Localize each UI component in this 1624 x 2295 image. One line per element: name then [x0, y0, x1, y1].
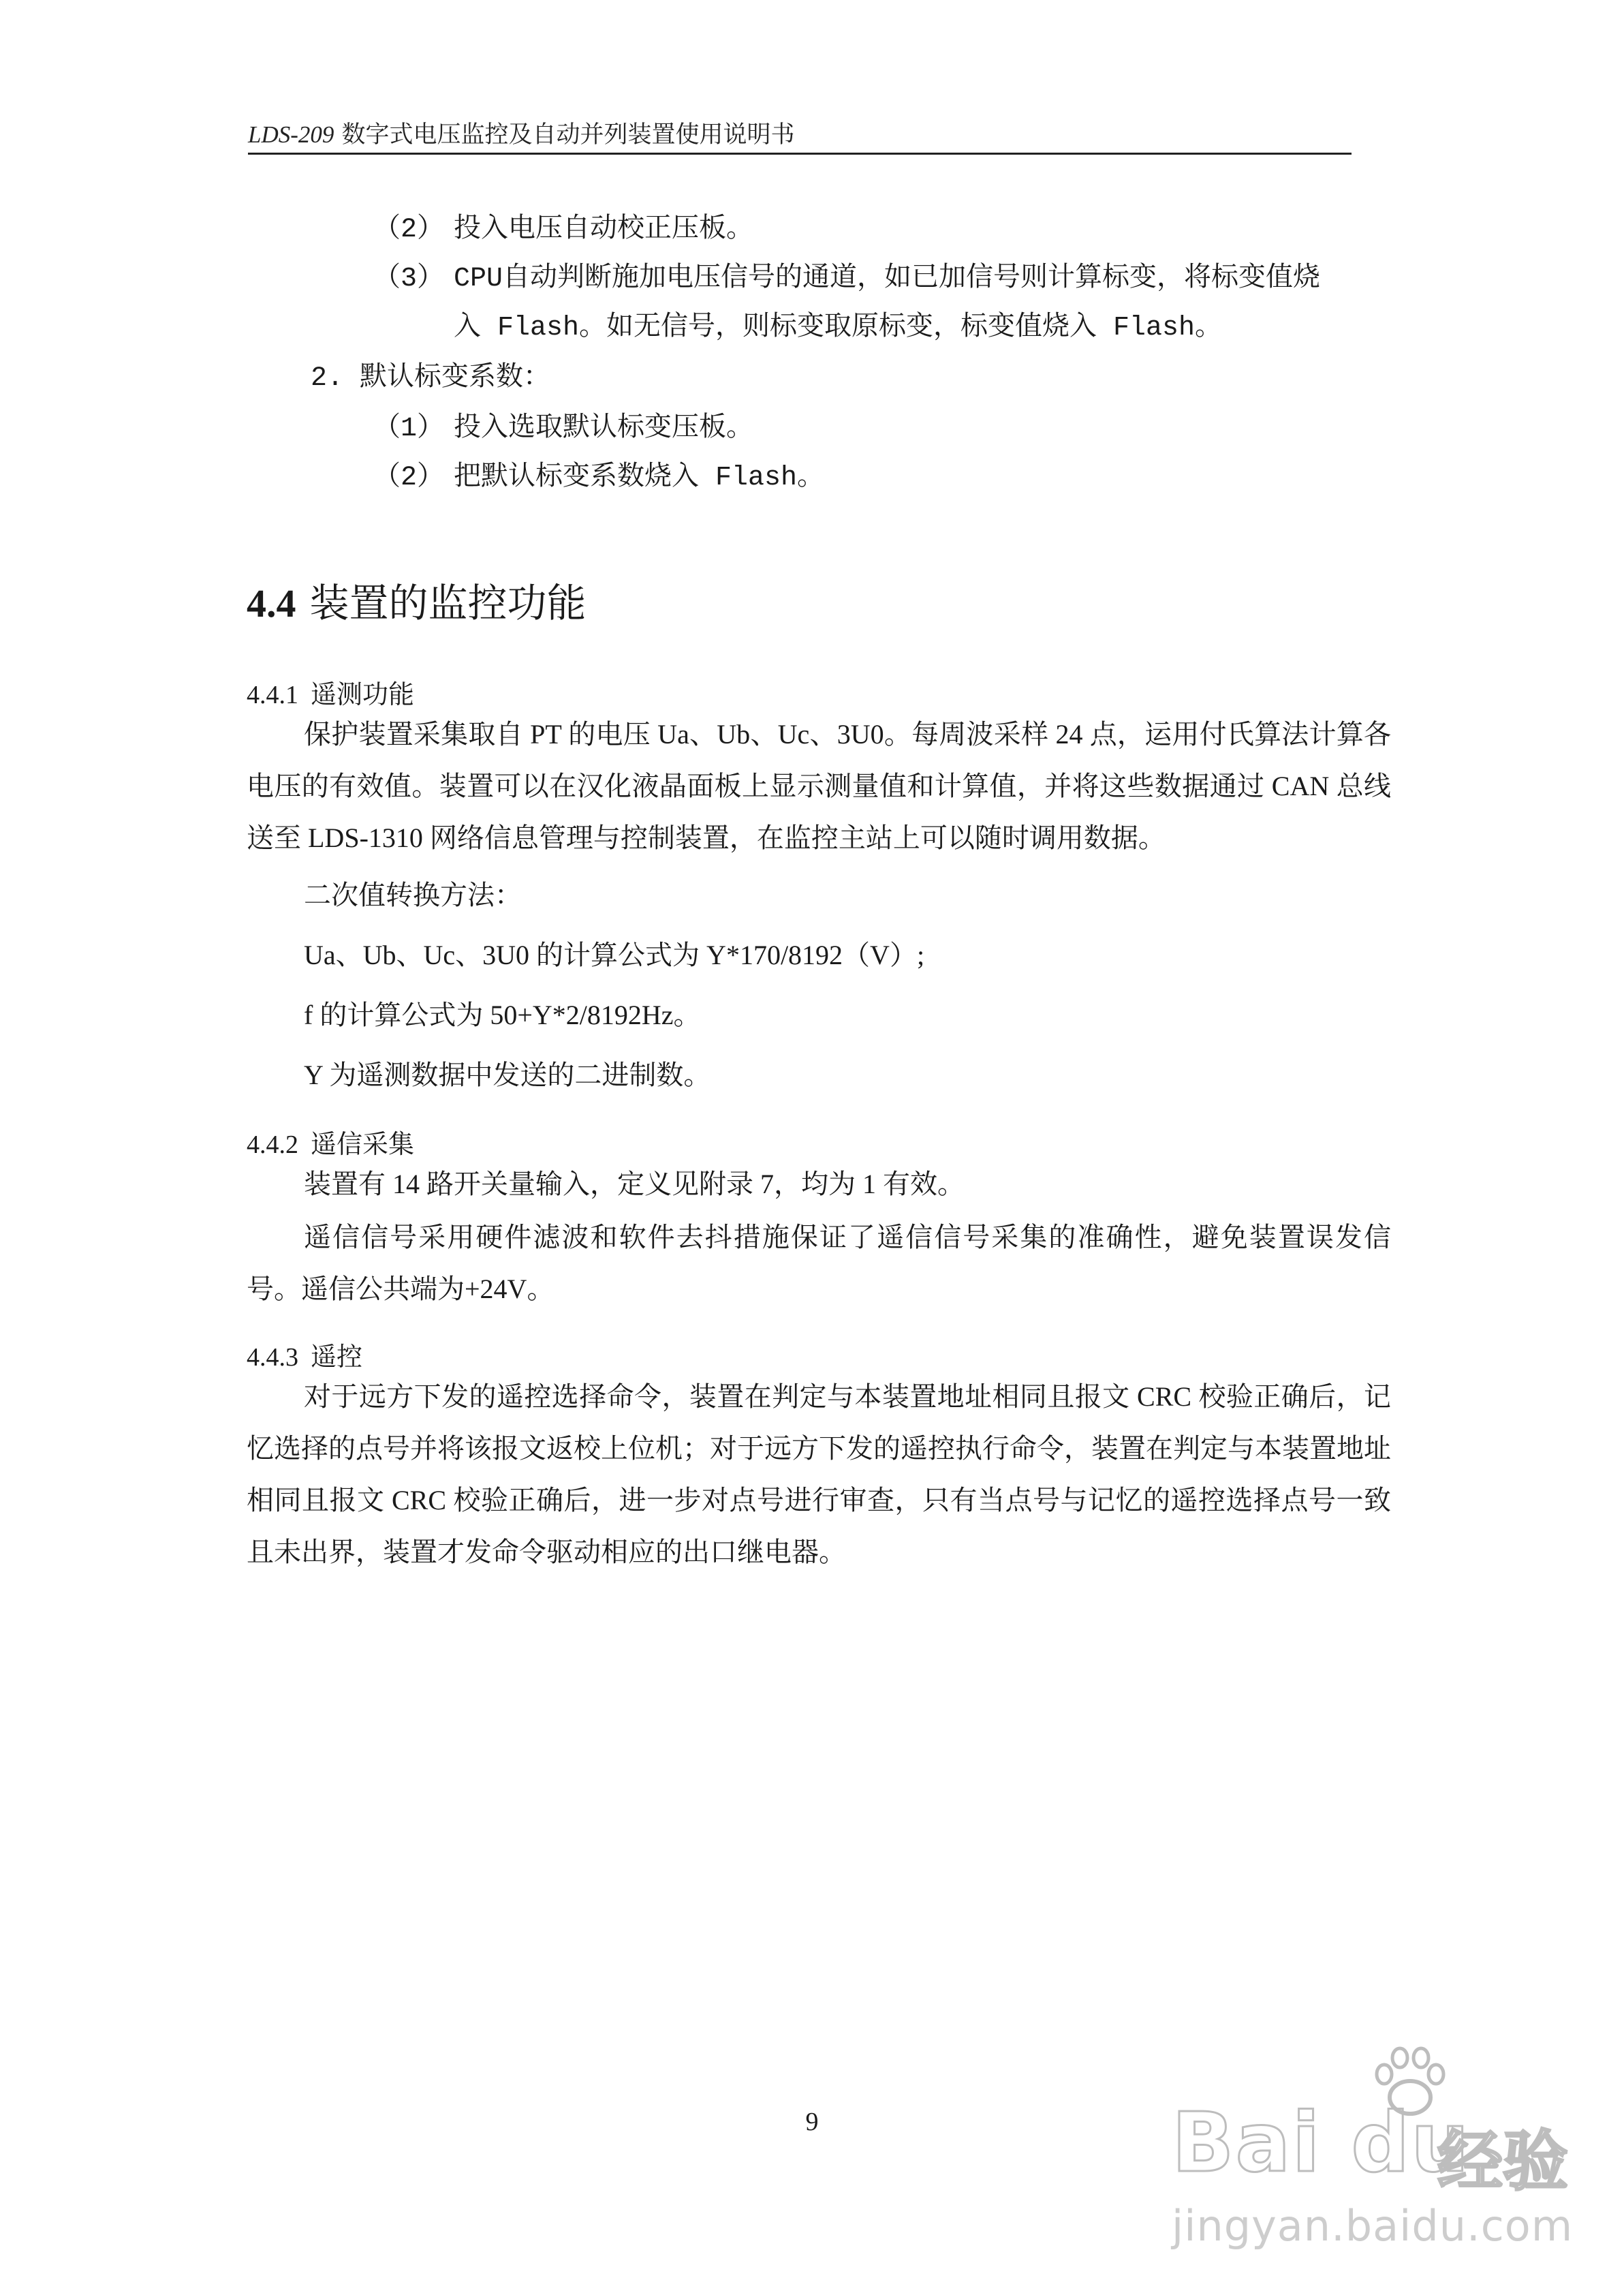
- formula-line: Y 为遥测数据中发送的二进制数。: [304, 1060, 711, 1090]
- list-item: [373, 416, 753, 443]
- header-doc-code: LDS-209: [248, 121, 334, 148]
- watermark-brand: Bai du: [1172, 2096, 1471, 2191]
- list-item: [373, 266, 1320, 293]
- formula-line: f 的计算公式为 50+Y*2/8192Hz。: [304, 1000, 701, 1030]
- list-item-text: CPU自动判断施加电压信号的通道，如已加信号则计算标变，将标变值烧: [454, 264, 1321, 294]
- list-item-number: （1）: [373, 414, 445, 444]
- list-item: [373, 465, 824, 492]
- subsection-heading: [247, 1123, 414, 1160]
- section-title: [247, 571, 587, 628]
- list-item-number: （2）: [373, 215, 445, 245]
- list-item-number: （2）: [373, 463, 445, 493]
- formula-line: Ua、Ub、Uc、3U0 的计算公式为 Y*170/8192（V）;: [304, 940, 925, 970]
- watermark: [1151, 2044, 1587, 2255]
- subsection-title: 遥测功能: [311, 681, 415, 709]
- paragraph: 遥信信号采用硬件滤波和软件去抖措施保证了遥信信号采集的准确性，避免装置误发信号。遥信公共端为+24V。: [247, 1222, 1391, 1304]
- list-item-number: （3）: [373, 264, 445, 294]
- default-heading: 2. 默认标变系数：: [311, 363, 551, 394]
- subsection-title: 遥控: [311, 1343, 363, 1372]
- list-item: [373, 217, 753, 244]
- subsection-heading: [247, 1336, 362, 1373]
- page-header: [248, 116, 1352, 150]
- section-number: 4.4: [247, 581, 296, 626]
- section-title-text: 装置的监控功能: [309, 580, 587, 626]
- list-item-text: 把默认标变系数烧入 Flash。: [454, 463, 825, 493]
- list-item-text: 投入电压自动校正压板。: [454, 215, 753, 245]
- subsection-number: 4.4.3: [247, 1343, 298, 1372]
- subsection-number: 4.4.2: [247, 1130, 298, 1159]
- paragraph: 对于远方下发的遥控选择命令，装置在判定与本装置地址相同且报文 CRC 校验正确后，记忆选择的点号并将该报文返校上位机；对于远方下发的遥控执行命令，装置在判定与本装置地址相同且报文 CRC 校验正确后，进一步对点号进行审查，只有当点号与记忆的遥控选择点号一致且未出界，装置才发命令驱动相应的出口继电器。: [247, 1381, 1391, 1567]
- subsection-title: 遥信采集: [311, 1130, 415, 1159]
- header-title: 数字式电压监控及自动并列装置使用说明书: [341, 121, 795, 149]
- list-item-continuation: 入 Flash。如无信号，则标变取原标变，标变值烧入 Flash。: [454, 313, 1223, 343]
- watermark-url: jingyan.baidu.com: [1172, 2201, 1574, 2251]
- header-rule: [248, 153, 1352, 155]
- conversion-title: 二次值转换方法：: [304, 880, 522, 910]
- subsection-heading: [247, 673, 414, 711]
- paragraph: 装置有 14 路开关量输入，定义见附录 7，均为 1 有效。: [304, 1169, 965, 1199]
- watermark-cn: 经验: [1437, 2123, 1568, 2200]
- list-item-text: 投入选取默认标变压板。: [454, 414, 753, 444]
- subsection-number: 4.4.1: [247, 681, 298, 709]
- page-number: 9: [805, 2108, 819, 2136]
- paragraph: 保护装置采集取自 PT 的电压 Ua、Ub、Uc、3U0。每周波采样 24 点，运用付氏算法计算各电压的有效值。装置可以在汉化液晶面板上显示测量值和计算值，并将这些数据通过 CAN 总线送至 LDS-1310 网络信息管理与控制装置，在监控主站上可以随时调用数据。: [247, 719, 1391, 853]
